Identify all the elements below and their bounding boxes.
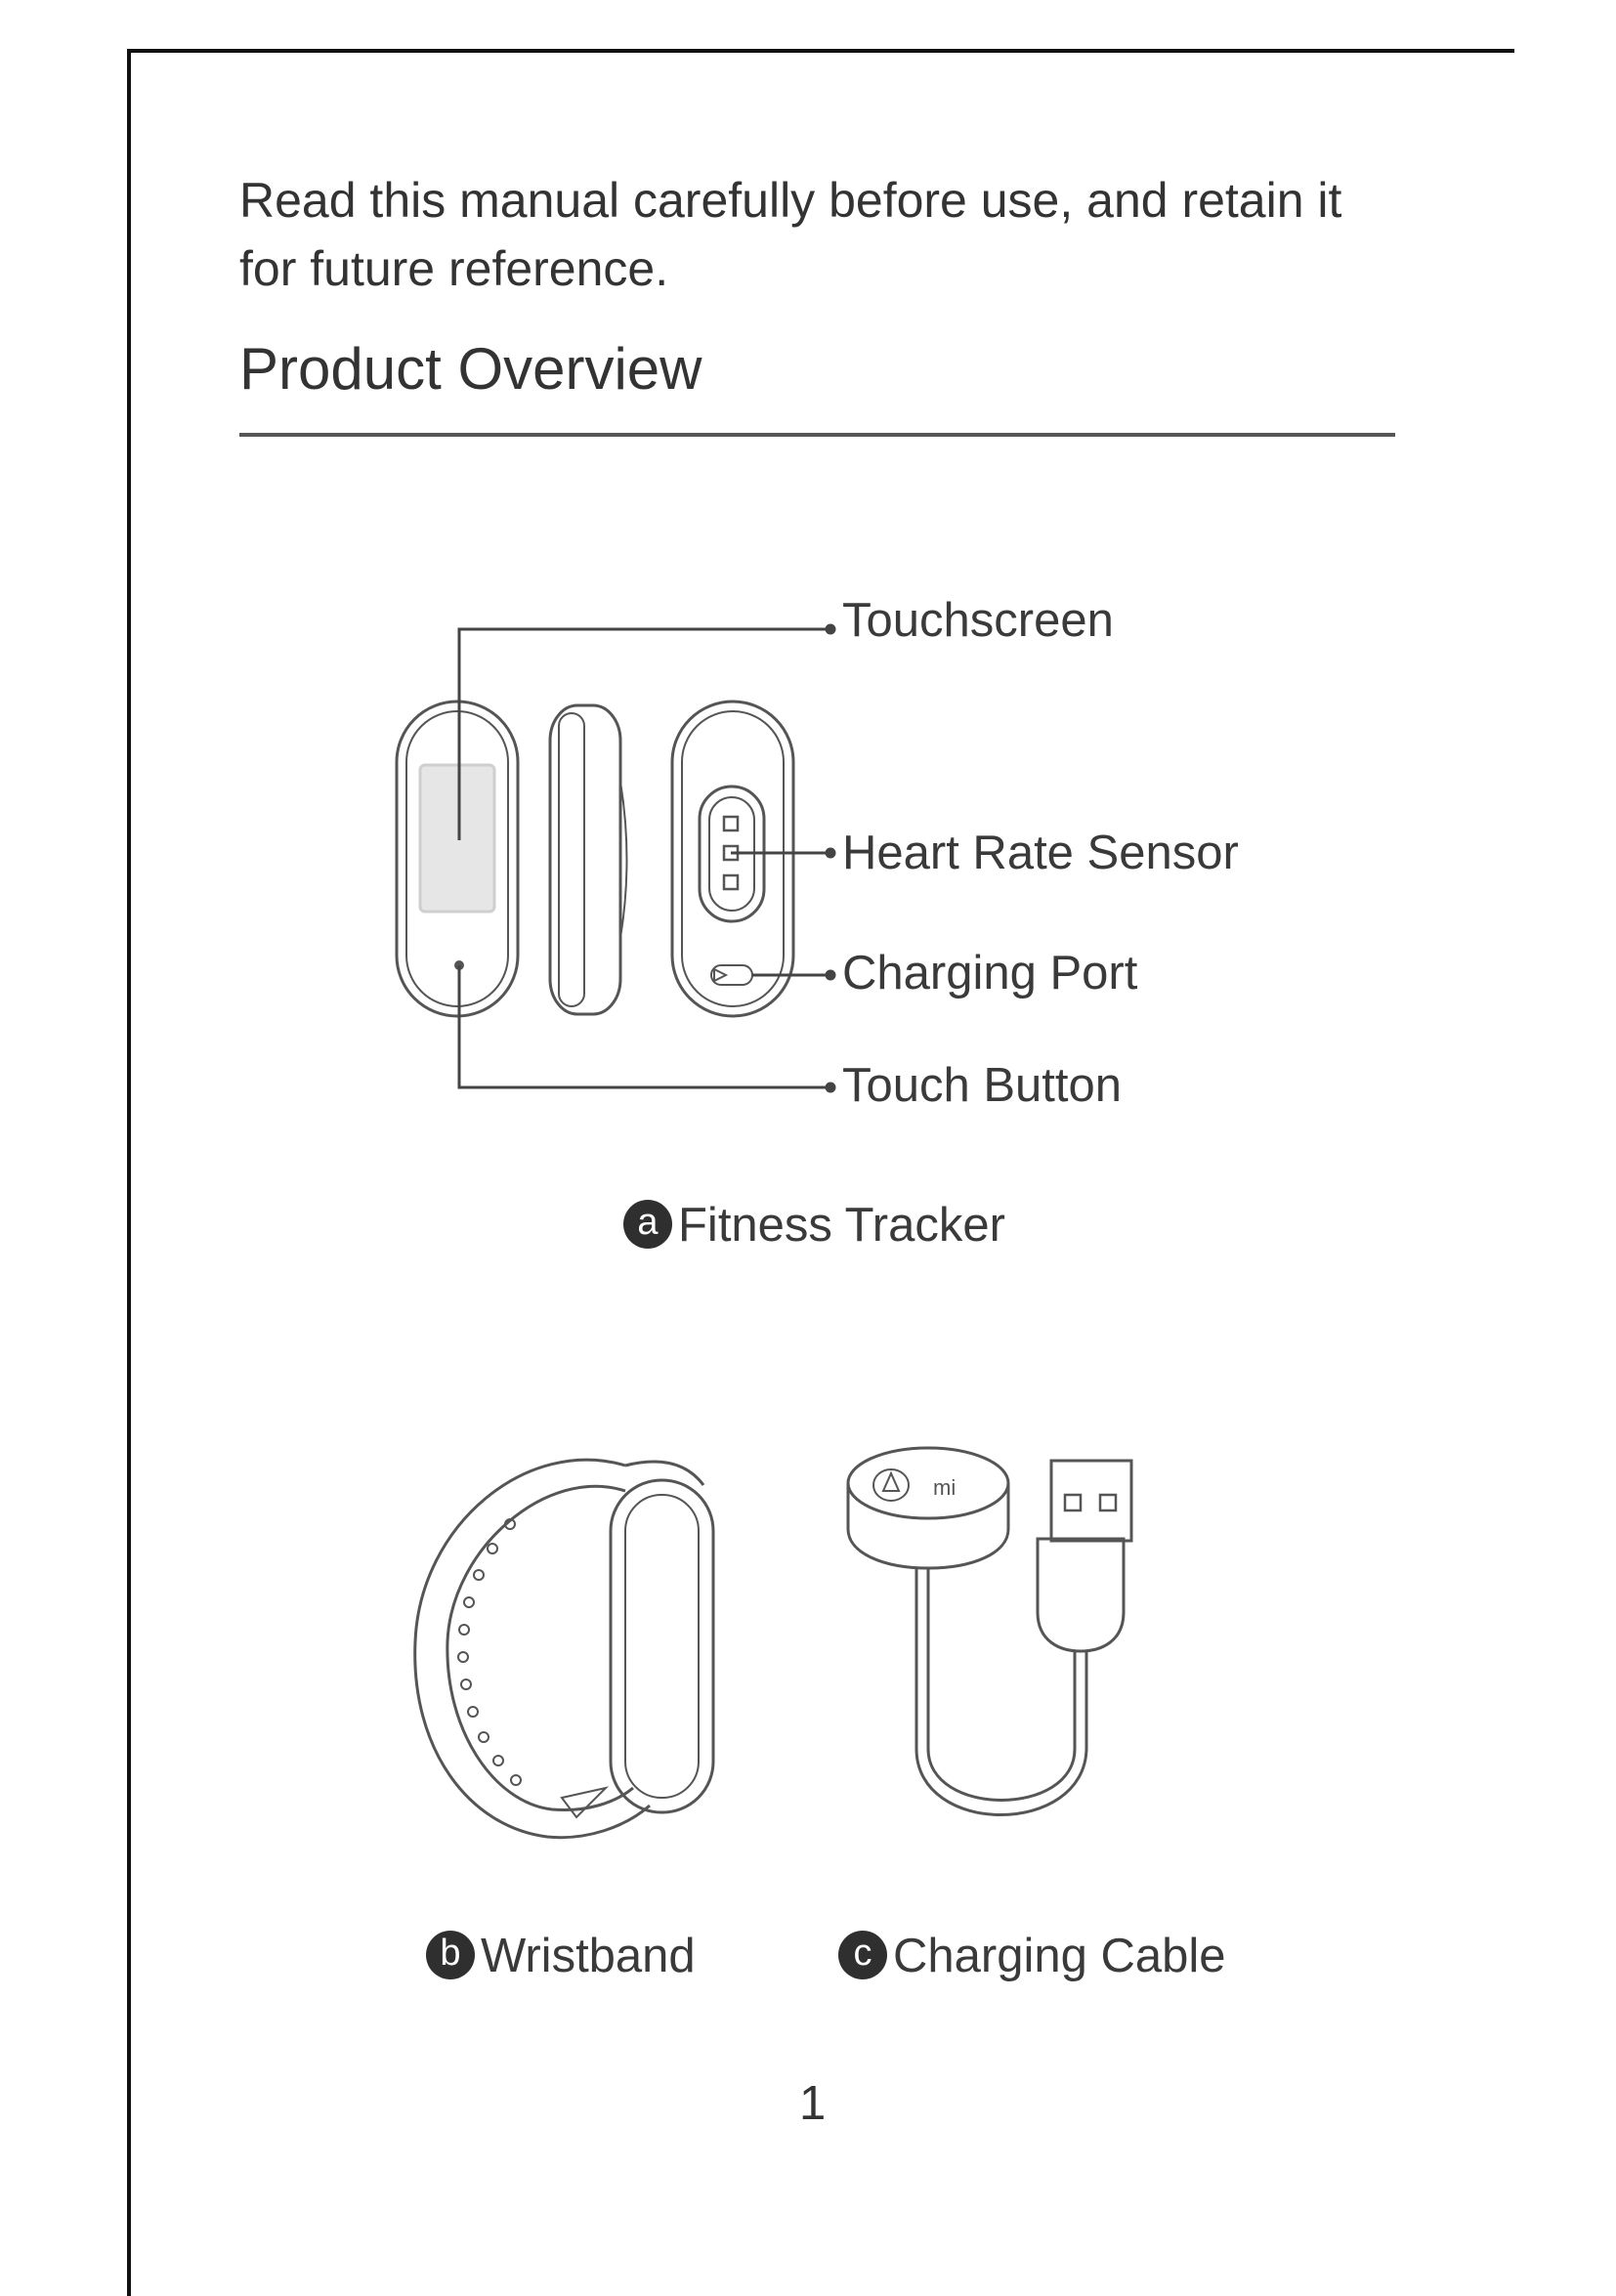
caption-wristband <box>426 1927 696 1985</box>
page-number: 1 <box>799 2077 827 2130</box>
badge-c: c <box>838 1931 887 1979</box>
intro-text: Read this manual carefully before use, and retain it for future reference. <box>239 173 1342 296</box>
callout-touch-button: Touch Button <box>842 1059 1123 1112</box>
caption-charging-cable <box>838 1927 1226 1985</box>
tracker-front-view <box>397 702 518 1016</box>
callout-heart-rate-sensor: Heart Rate Sensor <box>842 827 1239 879</box>
callout-lines <box>459 625 834 1091</box>
charging-cable-illustration <box>848 1448 1131 1815</box>
callout-touchscreen: Touchscreen <box>842 594 1114 647</box>
caption-fitness-tracker <box>623 1196 1005 1254</box>
caption-label: Charging Cable <box>893 1930 1226 1982</box>
tracker-side-view <box>550 705 627 1014</box>
badge-b: b <box>426 1931 475 1979</box>
caption-label: Wristband <box>481 1930 696 1982</box>
callout-charging-port: Charging Port <box>842 947 1138 999</box>
section-title: Product Overview <box>239 336 702 402</box>
badge-a: a <box>623 1200 672 1249</box>
caption-label: Fitness Tracker <box>678 1199 1005 1252</box>
svg-text:mi: mi <box>933 1475 957 1500</box>
wristband-illustration <box>415 1460 713 1837</box>
tracker-back-view <box>672 702 793 1016</box>
